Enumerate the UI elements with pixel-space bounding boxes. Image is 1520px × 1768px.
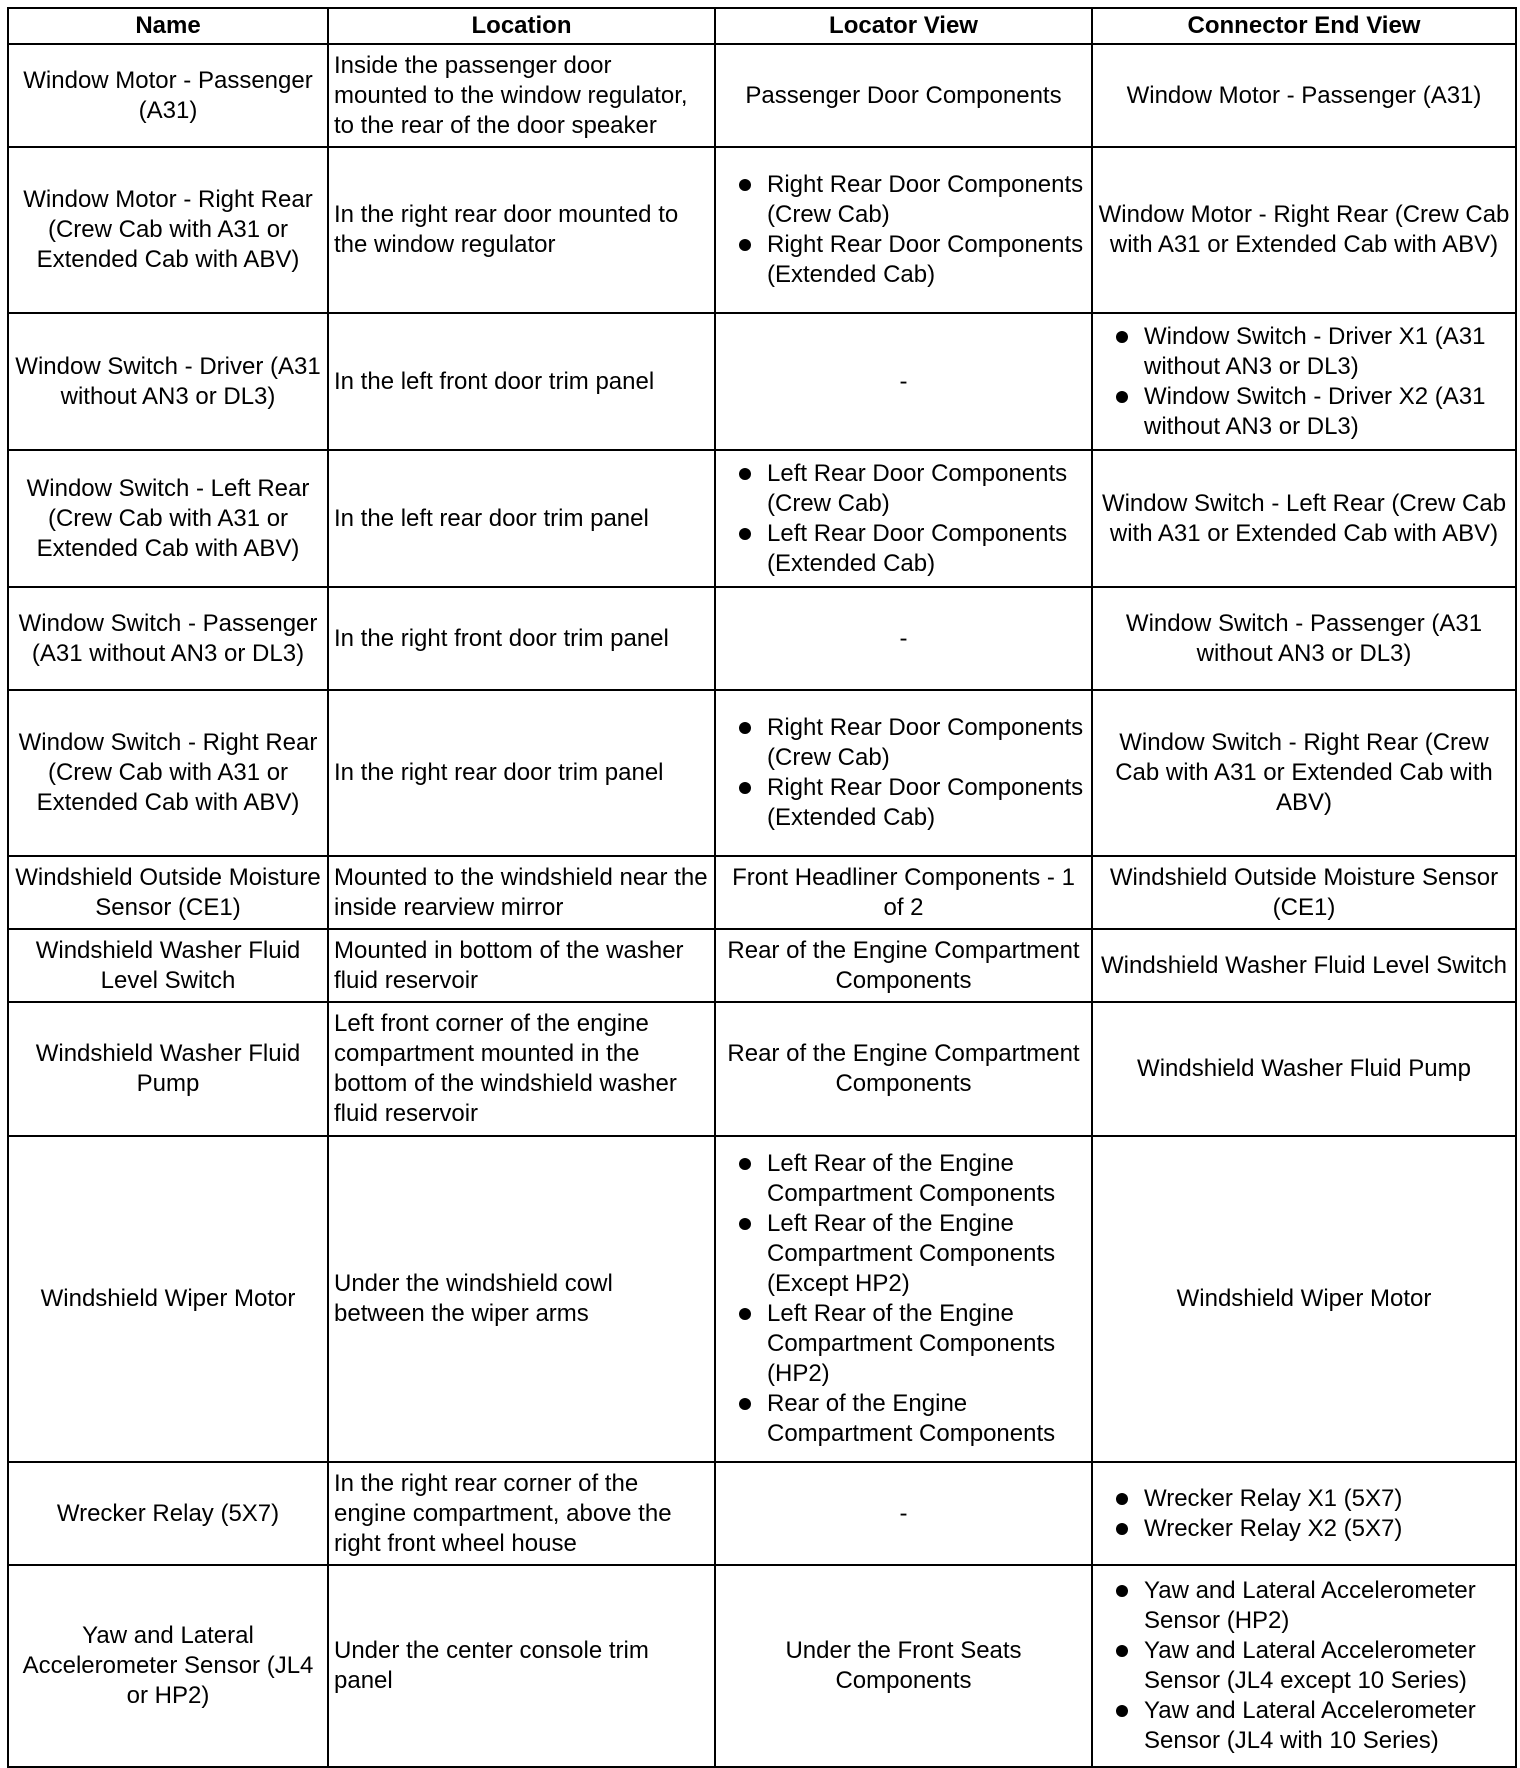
cell-locator-view	[715, 450, 1092, 587]
cell-location: Under the windshield cowl between the wiper arms	[328, 1136, 715, 1462]
table-row	[8, 450, 1516, 587]
bullet-list	[721, 1149, 1086, 1449]
bullet-item: Window Switch - Driver X2 (A31 without AN3 or DL3)	[1098, 382, 1510, 442]
cell-location: Mounted to the windshield near the inside rearview mirror	[328, 856, 715, 929]
cell-connector-end-view	[1092, 147, 1516, 313]
bullet-list	[1098, 322, 1510, 442]
bullet-item: Right Rear Door Components (Crew Cab)	[721, 713, 1086, 773]
cell-text: Windshield Washer Fluid Pump	[1137, 1055, 1471, 1082]
cell-location: Under the center console trim panel	[328, 1565, 715, 1767]
cell-location: In the left front door trim panel	[328, 313, 715, 450]
table-row	[8, 44, 1516, 147]
table-row	[8, 1565, 1516, 1767]
bullet-item: Wrecker Relay X1 (5X7)	[1098, 1484, 1510, 1514]
cell-name: Wrecker Relay (5X7)	[8, 1462, 328, 1565]
cell-text: Window Switch - Right Rear (Crew Cab with A31 or Extended Cab with ABV)	[1115, 729, 1493, 816]
cell-text: Windshield Washer Fluid Level Switch	[1101, 951, 1507, 979]
bullet-item: Yaw and Lateral Accelerometer Sensor (JL4 with 10 Series)	[1098, 1696, 1510, 1756]
cell-name: Windshield Washer Fluid Level Switch	[8, 929, 328, 1002]
cell-location: Mounted in bottom of the washer fluid reservoir	[328, 929, 715, 1002]
bullet-list	[1098, 1576, 1510, 1756]
bullet-item: Left Rear Door Components (Extended Cab)	[721, 519, 1086, 579]
cell-locator-view	[715, 856, 1092, 929]
empty-dash: -	[899, 367, 908, 395]
cell-locator-view	[715, 147, 1092, 313]
cell-locator-view	[715, 1002, 1092, 1136]
cell-locator-view	[715, 1136, 1092, 1462]
table-row	[8, 1462, 1516, 1565]
cell-location: Left front corner of the engine compartment mounted in the bottom of the windshield washer fluid reservoir	[328, 1002, 715, 1136]
bullet-item: Right Rear Door Components (Extended Cab)	[721, 230, 1086, 290]
cell-text: Rear of the Engine Compartment Components	[727, 1040, 1080, 1097]
bullet-item: Yaw and Lateral Accelerometer Sensor (JL4 except 10 Series)	[1098, 1636, 1510, 1696]
cell-text: Windshield Wiper Motor	[1176, 1285, 1432, 1312]
bullet-item: Right Rear Door Components (Crew Cab)	[721, 170, 1086, 230]
cell-text: Rear of the Engine Compartment Components	[727, 936, 1080, 994]
cell-name: Windshield Wiper Motor	[8, 1136, 328, 1462]
cell-locator-view	[715, 313, 1092, 450]
cell-text: Window Motor - Passenger (A31)	[1126, 81, 1482, 109]
bullet-item: Right Rear Door Components (Extended Cab)	[721, 773, 1086, 833]
header-name: Name	[8, 8, 328, 44]
cell-location: Inside the passenger door mounted to the window regulator, to the rear of the door speaker	[328, 44, 715, 147]
cell-text: Passenger Door Components	[745, 81, 1062, 109]
bullet-list	[1098, 1484, 1510, 1544]
table-row	[8, 929, 1516, 1002]
table-row	[8, 147, 1516, 313]
table-row	[8, 856, 1516, 929]
cell-name: Window Switch - Left Rear (Crew Cab with A31 or Extended Cab with ABV)	[8, 450, 328, 587]
cell-location: In the right rear door mounted to the window regulator	[328, 147, 715, 313]
cell-text: Window Switch - Left Rear (Crew Cab with A31 or Extended Cab with ABV)	[1101, 489, 1507, 547]
empty-dash: -	[899, 1499, 908, 1527]
bullet-list	[721, 459, 1086, 579]
header-row	[8, 8, 1516, 44]
cell-name: Window Switch - Right Rear (Crew Cab with A31 or Extended Cab with ABV)	[8, 690, 328, 856]
cell-locator-view	[715, 1462, 1092, 1565]
header-locator-view: Locator View	[715, 8, 1092, 44]
bullet-item: Yaw and Lateral Accelerometer Sensor (HP2)	[1098, 1576, 1510, 1636]
cell-connector-end-view	[1092, 929, 1516, 1002]
table-row	[8, 1136, 1516, 1462]
cell-name: Windshield Outside Moisture Sensor (CE1)	[8, 856, 328, 929]
cell-locator-view	[715, 44, 1092, 147]
component-locator-table-container	[7, 7, 1517, 1768]
cell-locator-view	[715, 929, 1092, 1002]
cell-name: Window Switch - Passenger (A31 without AN3 or DL3)	[8, 587, 328, 690]
cell-location: In the right rear door trim panel	[328, 690, 715, 856]
header-connector-end-view: Connector End View	[1092, 8, 1516, 44]
cell-location: In the right rear corner of the engine compartment, above the right front wheel house	[328, 1462, 715, 1565]
cell-connector-end-view	[1092, 1565, 1516, 1767]
empty-dash: -	[899, 624, 908, 652]
cell-connector-end-view	[1092, 313, 1516, 450]
table-row	[8, 587, 1516, 690]
cell-connector-end-view	[1092, 1136, 1516, 1462]
table-row	[8, 313, 1516, 450]
cell-text: Window Switch - Passenger (A31 without AN3 or DL3)	[1125, 609, 1483, 667]
cell-connector-end-view	[1092, 450, 1516, 587]
table-row	[8, 1002, 1516, 1136]
cell-connector-end-view	[1092, 690, 1516, 856]
cell-location: In the left rear door trim panel	[328, 450, 715, 587]
bullet-item: Window Switch - Driver X1 (A31 without AN3 or DL3)	[1098, 322, 1510, 382]
cell-text: Front Headliner Components - 1 of 2	[732, 863, 1075, 921]
cell-connector-end-view	[1092, 856, 1516, 929]
cell-name: Window Motor - Passenger (A31)	[8, 44, 328, 147]
bullet-list	[721, 713, 1086, 833]
table-body	[8, 44, 1516, 1767]
cell-connector-end-view	[1092, 1002, 1516, 1136]
cell-text: Under the Front Seats Components	[785, 1637, 1022, 1694]
cell-locator-view	[715, 690, 1092, 856]
cell-text: Windshield Outside Moisture Sensor (CE1)	[1109, 863, 1499, 921]
component-locator-table	[7, 7, 1517, 1768]
cell-connector-end-view	[1092, 44, 1516, 147]
cell-location: In the right front door trim panel	[328, 587, 715, 690]
bullet-item: Wrecker Relay X2 (5X7)	[1098, 1514, 1510, 1544]
bullet-item: Left Rear Door Components (Crew Cab)	[721, 459, 1086, 519]
cell-locator-view	[715, 1565, 1092, 1767]
bullet-item: Left Rear of the Engine Compartment Components (HP2)	[721, 1299, 1086, 1389]
cell-name: Window Switch - Driver (A31 without AN3 or DL3)	[8, 313, 328, 450]
bullet-list	[721, 170, 1086, 290]
table-row	[8, 690, 1516, 856]
cell-connector-end-view	[1092, 1462, 1516, 1565]
cell-name: Yaw and Lateral Accelerometer Sensor (JL4 or HP2)	[8, 1565, 328, 1767]
cell-text: Window Motor - Right Rear (Crew Cab with A31 or Extended Cab with ABV)	[1098, 201, 1510, 258]
cell-connector-end-view	[1092, 587, 1516, 690]
cell-locator-view	[715, 587, 1092, 690]
bullet-item: Rear of the Engine Compartment Components	[721, 1389, 1086, 1449]
bullet-item: Left Rear of the Engine Compartment Components	[721, 1149, 1086, 1209]
header-location: Location	[328, 8, 715, 44]
cell-name: Windshield Washer Fluid Pump	[8, 1002, 328, 1136]
bullet-item: Left Rear of the Engine Compartment Components (Except HP2)	[721, 1209, 1086, 1299]
cell-name: Window Motor - Right Rear (Crew Cab with A31 or Extended Cab with ABV)	[8, 147, 328, 313]
